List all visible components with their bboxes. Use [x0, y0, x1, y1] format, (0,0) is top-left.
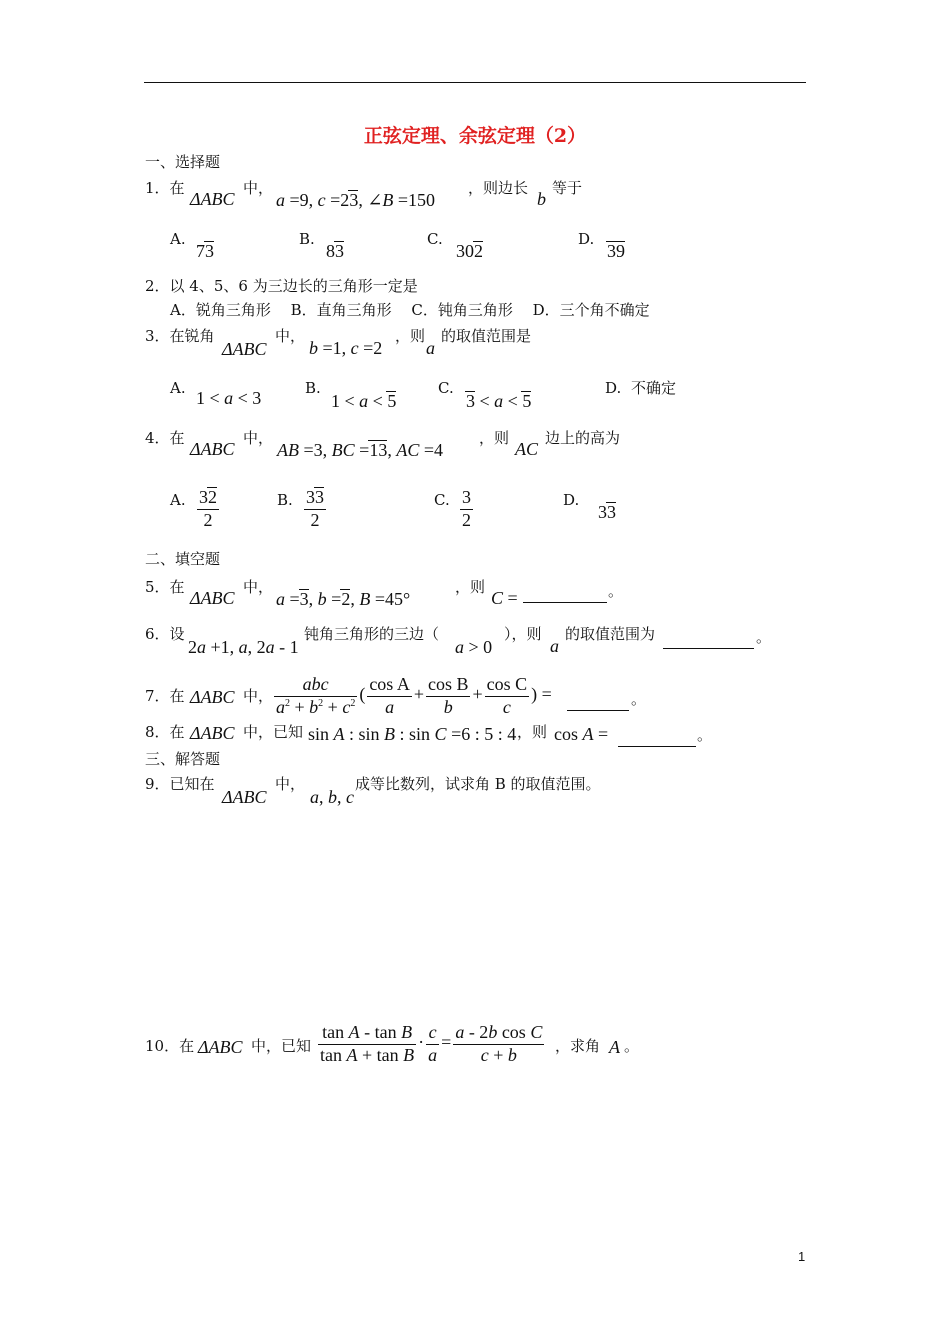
q1-option-c-label: C. — [427, 230, 443, 248]
q1-option-d-label: D. — [578, 230, 595, 248]
q3-condition: b =1, c =2 — [309, 338, 383, 358]
q4-option-d: 33 — [598, 502, 616, 522]
q8-ask: cos A = — [554, 724, 609, 744]
q5-mid: 中， — [243, 578, 274, 596]
q7-triangle: ΔABC — [190, 687, 235, 707]
q3-triangle: ΔABC — [222, 339, 267, 359]
q1-option-a-label: A. — [170, 230, 186, 248]
q7-answer-blank[interactable] — [567, 702, 629, 717]
q6-answer-blank[interactable] — [663, 640, 754, 655]
q4-option-b: $\frac{33}{2}$ — [306, 487, 324, 530]
section-fill-heading: 二、填空题 — [145, 550, 221, 568]
q6-expr: 2a +1, a, 2a - 1 — [188, 637, 299, 657]
q6-mid: 钝角三角形的三边（ — [304, 625, 440, 643]
q10-triangle: ΔABC — [198, 1037, 243, 1057]
q10-end: 。 — [624, 1037, 640, 1055]
q8-triangle: ΔABC — [190, 723, 235, 743]
q4-option-a-label: A. — [170, 491, 186, 509]
q1-option-d: 39 — [607, 241, 625, 261]
q7-mid: 中， — [243, 687, 274, 705]
q5-condition: a =3, b =2, B =45° — [276, 589, 411, 609]
q1-mid: 中， — [243, 179, 274, 197]
page-number: 1 — [798, 1249, 806, 1264]
q3-option-b: 1 < a < 5 — [331, 391, 397, 411]
q9-number: 9．已知在 — [145, 775, 215, 793]
q5-end: 。 — [608, 582, 624, 600]
q3-mid: 中， — [275, 327, 306, 345]
q3-option-a-label: A. — [170, 379, 186, 397]
q4-mid: 中， — [243, 429, 274, 447]
q4-option-c-label: C. — [434, 491, 450, 509]
q1-number: 1．在 — [145, 179, 185, 197]
q4-option-b-label: B. — [277, 491, 293, 509]
q1-triangle: ΔABC — [190, 189, 235, 209]
q3-option-b-label: B. — [305, 379, 321, 397]
q10-var: A — [609, 1037, 620, 1057]
q8-end: 。 — [697, 726, 713, 744]
q1-condition: a =9, c =23, ∠B =150 — [276, 190, 436, 210]
q5-answer-blank[interactable] — [523, 594, 607, 609]
q9-mid: 中， — [275, 775, 306, 793]
q1-tail2: 等于 — [552, 179, 583, 197]
q1-option-a: 73 — [196, 241, 214, 261]
q4-option-a: $\frac{32}{2}$ — [199, 487, 217, 530]
q6-tail: 的取值范围为 — [565, 625, 656, 643]
q4-var: AC — [515, 439, 539, 459]
q7-expression: $\frac{\text{abc}}{a^2 + b^2 + c^2}$ ( $\frac{\text{cos A}}{a}$ + $\frac{\text{cos B}}{b}$ + $\frac{\text{cos C}}{c}$ ) = — [276, 674, 552, 717]
q3-option-c-label: C. — [438, 379, 454, 397]
q7-number: 7．在 — [145, 687, 185, 705]
q1-option-b-label: B. — [299, 230, 315, 248]
q1-tail1: ，则边长 — [468, 179, 529, 197]
q10-number: 10．在 — [145, 1037, 195, 1055]
q3-option-d-label: D. — [605, 379, 622, 397]
q4-condition: AB =3, BC =13, AC =4 — [277, 440, 443, 460]
q3-tail1: ，则 — [395, 327, 426, 345]
q7-end: 。 — [631, 690, 647, 708]
q6-var: a — [550, 636, 559, 656]
q8-tail: ，则 — [517, 723, 548, 741]
q10-expression: $\frac{\text{tan A - tan B}}{\text{tan A + tan B}}$ · $\frac{c}{a}$ = $\frac{\text{a - 2b cos C}}{c + b}$ — [320, 1022, 543, 1065]
q5-number: 5．在 — [145, 578, 185, 596]
q2-options: A．锐角三角形 B．直角三角形 C．钝角三角形 D．三个角不确定 — [170, 301, 650, 319]
q4-number: 4．在 — [145, 429, 185, 447]
q9-tail: 成等比数列，试求角 B 的取值范围。 — [355, 775, 601, 793]
q6-close: ），则 — [504, 625, 542, 643]
q6-number: 6．设 — [145, 625, 185, 643]
q10-mid: 中，已知 — [251, 1037, 312, 1055]
q4-triangle: ΔABC — [190, 439, 235, 459]
q9-triangle: ΔABC — [222, 787, 267, 807]
q3-tail2: 的取值范围是 — [441, 327, 532, 345]
q4-tail2: 边上的高为 — [545, 429, 621, 447]
q9-vars: a, b, c — [310, 787, 354, 807]
q5-triangle: ΔABC — [190, 588, 235, 608]
q4-option-d-label: D. — [563, 491, 580, 509]
section-solve-heading: 三、解答题 — [145, 750, 221, 768]
q8-answer-blank[interactable] — [618, 738, 696, 753]
q1-option-b: 83 — [326, 241, 344, 261]
q1-option-c: 302 — [456, 241, 483, 261]
q5-tail: ，则 — [455, 578, 486, 596]
q4-option-c: $\frac{3}{2}$ — [462, 487, 471, 530]
q6-end: 。 — [756, 628, 772, 646]
q6-cond: a > 0 — [455, 637, 493, 657]
q8-number: 8．在 — [145, 723, 185, 741]
q8-condition: sin A : sin B : sin C =6 : 5 : 4 — [308, 724, 517, 744]
q3-number: 3．在锐角 — [145, 327, 215, 345]
q5-ask: C = — [491, 588, 518, 608]
q8-mid: 中，已知 — [243, 723, 304, 741]
header-rule — [144, 82, 806, 83]
section-choice-heading: 一、选择题 — [145, 153, 221, 171]
q3-var: a — [426, 338, 435, 358]
page-title: 正弦定理、余弦定理（2） — [363, 125, 587, 147]
q1-var: b — [537, 189, 546, 209]
q3-option-d: 不确定 — [631, 379, 677, 397]
q4-tail1: ，则 — [479, 429, 510, 447]
q2-text: 2．以 4、5、6 为三边长的三角形一定是 — [145, 277, 418, 295]
q10-tail: ，求角 — [555, 1037, 601, 1055]
q3-option-c: 3 < a < 5 — [466, 391, 532, 411]
q3-option-a: 1 < a < 3 — [196, 388, 262, 408]
